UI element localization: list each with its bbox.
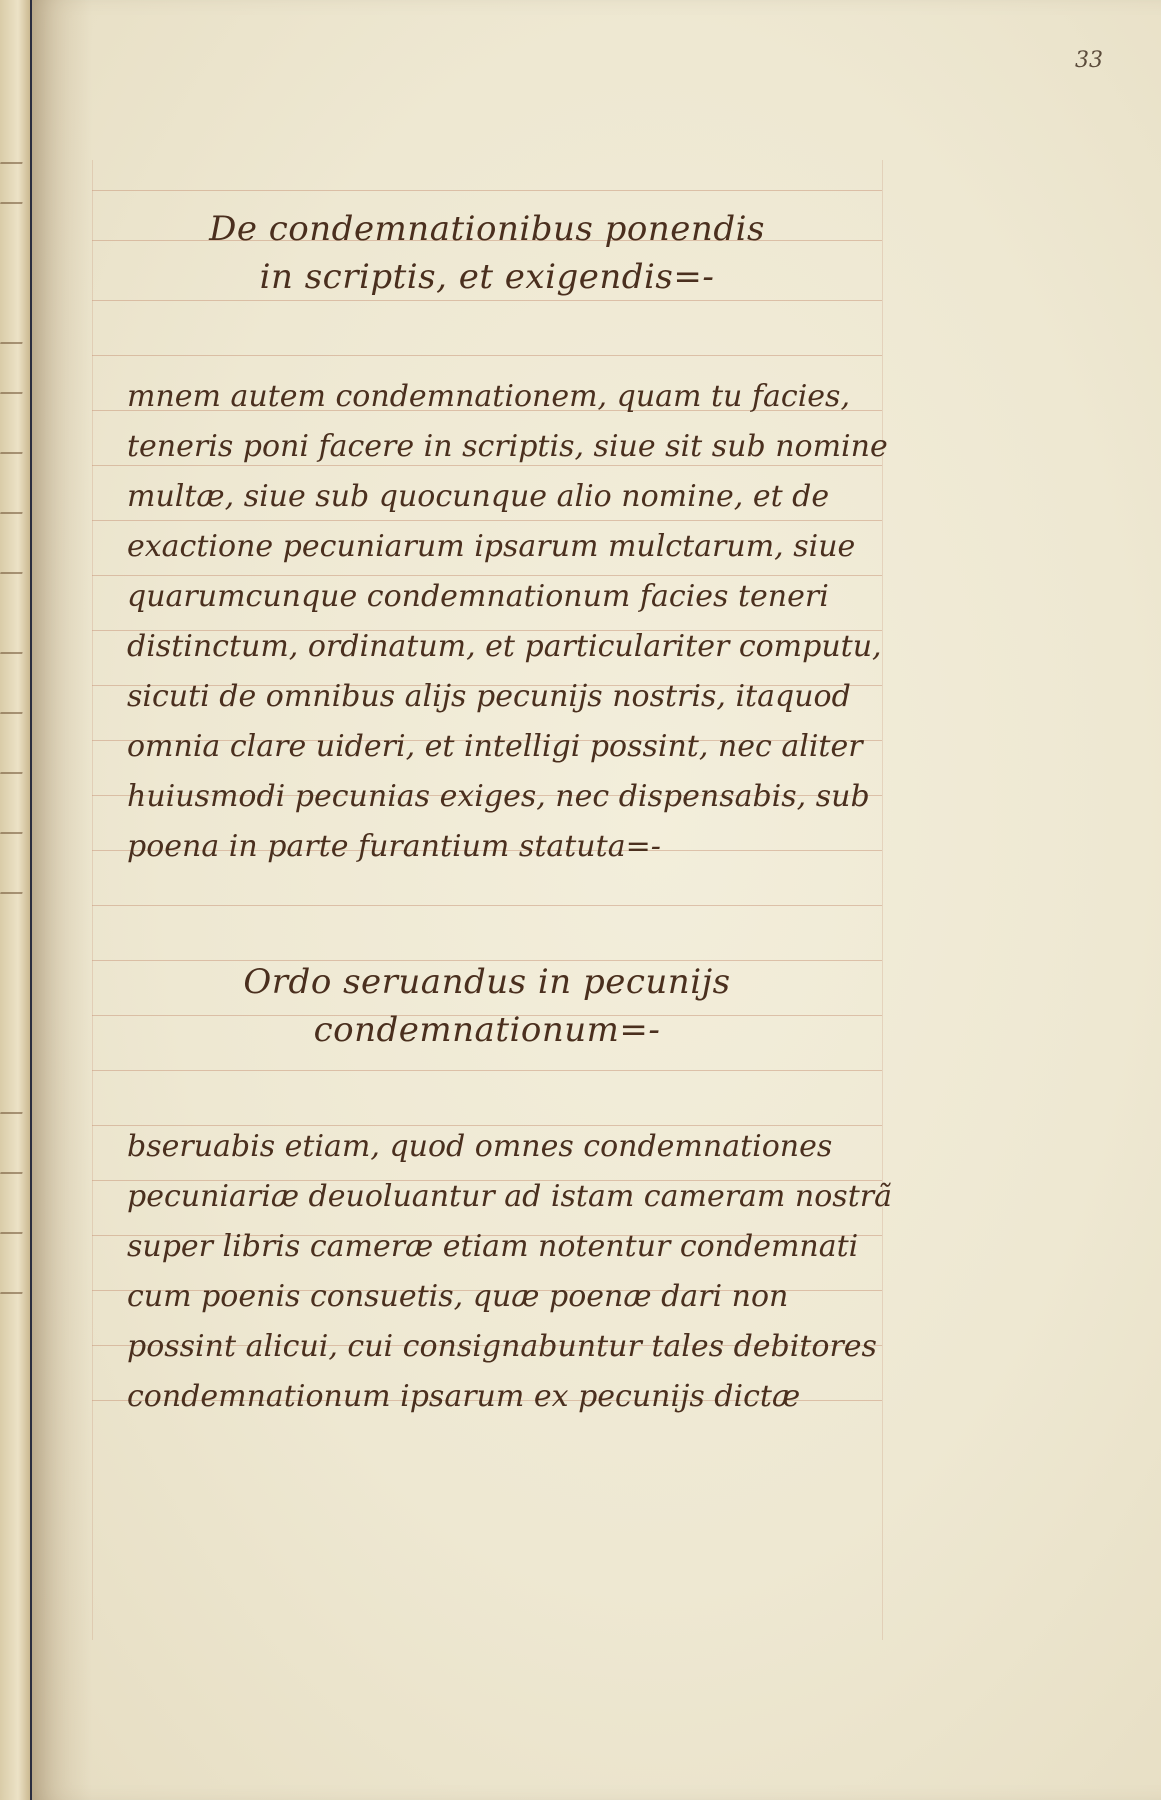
- text-line: possint alicui, cui consignabuntur tales debitores: [127, 1329, 877, 1364]
- text-line: distinctum, ordinatum, et particulariter computu,: [127, 629, 882, 664]
- paragraph-2: [127, 1122, 892, 1422]
- text-line: condemnationum ipsarum ex pecunijs dictæ: [127, 1379, 801, 1414]
- text-line: exactione pecuniarum ipsarum mulctarum, siue: [127, 529, 856, 564]
- manuscript-page: [32, 0, 1161, 1800]
- text-line: mnem autem condemnationem, quam tu facies,: [127, 379, 850, 414]
- text-line: pecuniariæ deuoluantur ad istam cameram nostrã: [127, 1179, 892, 1214]
- text-line: huiusmodi pecunias exiges, nec dispensabis, sub: [127, 779, 870, 814]
- ruled-line: [92, 905, 882, 906]
- ruled-line: [92, 1070, 882, 1071]
- ruled-line: [92, 190, 882, 191]
- text-line: cum poenis consuetis, quæ poenæ dari non: [127, 1279, 789, 1314]
- section-heading-1: [92, 205, 882, 301]
- folio-number: 33: [1075, 48, 1103, 73]
- heading-line: Ordo seruandus in pecunijs: [243, 962, 731, 1002]
- ruled-line: [92, 355, 882, 356]
- margin-rule-left: [92, 160, 93, 1640]
- text-line: omnia clare uideri, et intelligi possint, nec aliter: [127, 729, 863, 764]
- section-heading-2: [92, 958, 882, 1054]
- text-line: teneris poni facere in scriptis, siue sit sub nomine: [127, 429, 888, 464]
- heading-line: condemnationum=-: [313, 1010, 661, 1050]
- text-line: multæ, siue sub quocunque alio nomine, et de: [127, 479, 830, 514]
- paragraph-1: [127, 372, 887, 872]
- gutter-shadow: [32, 0, 92, 1800]
- text-line: sicuti de omnibus alijs pecunijs nostris, itaquod: [127, 679, 851, 714]
- text-line: bseruabis etiam, quod omnes condemnationes: [127, 1129, 833, 1164]
- text-line: super libris cameræ etiam notentur condemnati: [127, 1229, 859, 1264]
- heading-line: in scriptis, et exigendis=-: [259, 257, 715, 297]
- text-line: quarumcunque condemnationum facies teneri: [127, 579, 829, 614]
- heading-line: De condemnationibus ponendis: [209, 209, 765, 249]
- text-line: poena in parte furantium statuta=-: [127, 829, 661, 864]
- facing-page-edge: [0, 0, 30, 1800]
